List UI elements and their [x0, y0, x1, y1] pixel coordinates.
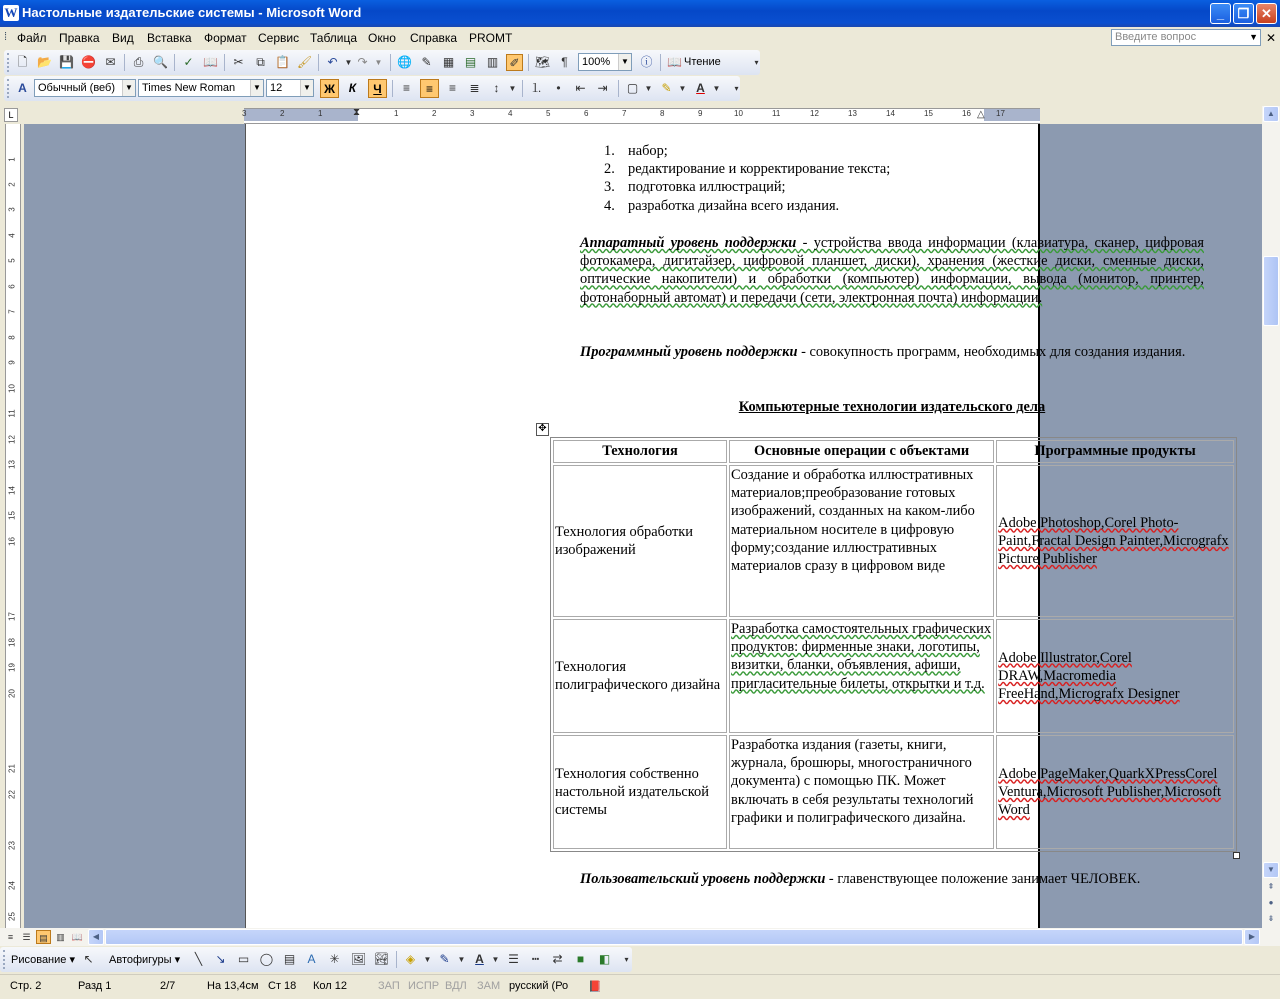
chevron-down-icon[interactable]: ▼ [618, 54, 631, 70]
font-color-icon[interactable]: A [696, 81, 705, 95]
status-overtype[interactable]: ЗАМ [477, 980, 501, 992]
chevron-down-icon[interactable]: ▼ [250, 80, 263, 96]
program-text: - совокупность программ, необходимых для создания издания. [797, 344, 1186, 360]
ruler-mark: 3 [7, 207, 17, 212]
status-track-changes[interactable]: ИСПР [408, 980, 440, 992]
ruler-mark: 6 [7, 284, 17, 289]
vertical-scrollbar[interactable] [1262, 106, 1280, 928]
cut-icon[interactable]: ✂ [233, 55, 244, 69]
drawing-toolbar [0, 947, 632, 972]
paragraph-apparatus [580, 234, 1204, 307]
cell-products: Adobe Illustrator,Corel DRAW,Macromedia FreeHand,Micrografx Designer [996, 619, 1234, 733]
font-color-icon[interactable]: A [475, 952, 484, 966]
ruler-mark: 7 [622, 109, 627, 118]
line-spacing-icon[interactable]: ↕ [493, 81, 500, 95]
ruler-mark: 1 [318, 109, 323, 118]
list-item [604, 178, 890, 196]
status-language: русский (Ро [509, 980, 569, 992]
ruler-mark: 25 [7, 912, 17, 921]
autoshapes-menu-button[interactable]: Автофигуры ▾ [109, 954, 181, 966]
menu-table[interactable]: Таблица [310, 31, 358, 45]
ruler-mark: 10 [734, 109, 743, 118]
wordart-icon[interactable]: A [307, 952, 316, 966]
ask-question-placeholder: Введите вопрос [1115, 31, 1197, 43]
status-bar [0, 974, 1280, 999]
minimize-button[interactable]: _ [1210, 3, 1231, 24]
numbering-icon[interactable]: ⒈ [530, 81, 543, 95]
ruler-mark: 17 [996, 109, 1005, 118]
select-objects-icon[interactable]: ↖ [83, 952, 94, 966]
ruler-mark: 12 [7, 435, 17, 444]
ruler-mark: 6 [584, 109, 589, 118]
reading-view-icon[interactable]: 📖 [71, 932, 84, 942]
align-right-icon[interactable]: ≡ [448, 81, 456, 95]
zoom-select[interactable] [578, 53, 632, 71]
open-icon[interactable]: 📂 [37, 55, 52, 69]
menu-tools[interactable]: Сервис [258, 31, 300, 45]
ruler-mark: 2 [432, 109, 437, 118]
ruler-mark: 18 [7, 638, 17, 647]
table-title: Компьютерные технологии издательского дела [738, 399, 1046, 415]
picture-icon[interactable]: 🏞 [373, 952, 390, 966]
standard-toolbar [4, 50, 760, 75]
ruler-mark: 14 [7, 486, 17, 495]
undo-icon[interactable]: ↶ [327, 55, 338, 69]
table-header-row [553, 440, 1234, 463]
permission-icon[interactable]: ⛔ [81, 55, 96, 69]
shadow-icon[interactable]: ■ [576, 952, 585, 966]
print-preview-icon[interactable]: 🔍 [153, 55, 168, 69]
ruler-mark: 10 [7, 384, 17, 393]
zoom-value: 100% [582, 56, 611, 68]
list-text: редактирование и корректирование текста; [628, 161, 891, 178]
header-products: Программные продукты [996, 440, 1234, 463]
toolbar-options-icon[interactable]: ▾ [734, 84, 739, 93]
close-button[interactable]: ✕ [1256, 3, 1277, 24]
line-color-icon[interactable]: ✎ [439, 952, 450, 966]
status-extend[interactable]: ВДЛ [445, 980, 467, 992]
print-icon[interactable]: ⎙ [133, 55, 144, 69]
word-app-icon[interactable]: W [4, 5, 18, 20]
ruler-mark: 1 [7, 157, 17, 162]
web-layout-view-icon[interactable]: ▤ [36, 930, 51, 944]
diagram-icon[interactable]: ✳ [329, 952, 340, 966]
redo-icon[interactable]: ↷ [357, 55, 368, 69]
align-left-icon[interactable]: ≡ [402, 81, 410, 95]
vertical-ruler[interactable] [0, 124, 24, 928]
numbered-list [604, 142, 890, 215]
ask-question-input[interactable] [1111, 29, 1261, 46]
vertical-scroll-thumb[interactable] [1263, 256, 1279, 326]
list-item [604, 142, 890, 160]
scroll-right-icon[interactable]: ▶ [1244, 929, 1260, 945]
insert-table-icon[interactable]: ▦ [442, 55, 455, 69]
drawing-menu-button[interactable]: Рисование ▾ [11, 954, 75, 966]
text-box-icon[interactable]: ▤ [283, 952, 296, 966]
table-move-handle-icon[interactable]: ✥ [536, 423, 549, 436]
spelling-icon[interactable]: ✓ [183, 55, 194, 69]
hyperlink-icon[interactable]: 🌐 [397, 55, 412, 69]
menu-format[interactable]: Формат [204, 31, 247, 45]
chevron-down-icon[interactable]: ▼ [644, 84, 653, 93]
decrease-indent-icon[interactable]: ⇤ [575, 81, 586, 95]
fill-color-icon[interactable]: ◈ [405, 952, 416, 966]
title-bar [0, 0, 1280, 27]
chevron-down-icon[interactable]: ▼ [423, 955, 432, 964]
table-row [553, 465, 1234, 617]
ruler-mark: 4 [508, 109, 513, 118]
menu-help[interactable]: Справка [410, 31, 458, 45]
drawing-icon[interactable]: ✐ [506, 54, 523, 71]
list-number: 4. [604, 197, 615, 214]
drawing-menu-label: Рисование [11, 954, 67, 966]
menu-insert[interactable]: Вставка [147, 31, 192, 45]
menu-bar [0, 27, 1280, 49]
scroll-left-icon[interactable]: ◀ [88, 929, 104, 945]
bold-button[interactable]: Ж [320, 79, 339, 98]
select-browse-object-icon[interactable]: ● [1263, 896, 1279, 912]
status-pages: 2/7 [160, 980, 176, 992]
document-map-icon[interactable]: 🗺 [534, 55, 551, 69]
arrow-icon[interactable]: ↘ [215, 952, 226, 966]
clip-art-icon[interactable]: 🖼 [350, 952, 367, 966]
ruler-mark: 8 [660, 109, 665, 118]
cell-products: Adobe PageMaker,QuarkXPressCorel Ventura,Microsoft Publisher,Microsoft Word [996, 735, 1234, 849]
research-icon[interactable]: 📖 [203, 55, 218, 69]
menu-window[interactable]: Окно [368, 31, 396, 45]
term-user: Пользовательский уровень поддержки [580, 871, 826, 887]
ruler-mark: 16 [962, 109, 971, 118]
menu-file[interactable]: Файл [17, 31, 47, 45]
format-painter-icon[interactable]: 🖌 [296, 55, 313, 69]
apparatus-text: - устройства ввода информации (клавиатура, сканер, цифровая фотокамера, дигитайзер, цифровой планшет, диски), хранения (жесткие диски, сменные диски, оптические накопители) и обработки (компьютер) информации, вывода (монитор, принтер, фотонаборный автомат) и передачи (сети, электронная почта) информации. [580, 235, 1204, 306]
style-select[interactable] [34, 79, 136, 97]
line-icon[interactable]: ╲ [194, 952, 203, 966]
cell-technology: Технология собственно настольной издательской системы [553, 735, 727, 849]
list-item [604, 160, 890, 178]
chevron-down-icon[interactable]: ▼ [374, 58, 383, 67]
status-record[interactable]: ЗАП [378, 980, 400, 992]
table-row [553, 619, 1234, 733]
menu-edit[interactable]: Правка [59, 31, 100, 45]
chevron-down-icon[interactable]: ▼ [300, 80, 313, 96]
paragraph-user [580, 870, 1204, 888]
ruler-mark: 24 [7, 881, 17, 890]
menu-promt[interactable]: PROMT [469, 31, 513, 45]
paste-icon[interactable]: 📋 [275, 55, 290, 69]
ruler-mark: 13 [7, 460, 17, 469]
save-icon[interactable]: 💾 [59, 55, 74, 69]
right-indent-marker-icon[interactable]: △ [977, 109, 985, 120]
normal-view-icon[interactable]: ≡ [7, 932, 14, 942]
show-formatting-icon[interactable]: ¶ [561, 55, 568, 69]
align-center-icon[interactable]: ≡ [420, 79, 439, 98]
styles-icon[interactable]: A [18, 81, 27, 95]
ruler-mark: 9 [698, 109, 703, 118]
ruler-mark: 22 [7, 790, 17, 799]
cell-technology: Технология полиграфического дизайна [553, 619, 727, 733]
email-icon[interactable]: ✉ [105, 55, 116, 69]
ruler-mark: 2 [7, 182, 17, 187]
outline-view-icon[interactable]: ☰ [22, 932, 31, 942]
ruler-mark: 21 [7, 764, 17, 773]
oval-icon[interactable]: ◯ [259, 952, 274, 966]
ruler-mark: 23 [7, 841, 17, 850]
term-program: Программный уровень поддержки [580, 344, 798, 360]
maximize-button[interactable]: ❐ [1233, 3, 1254, 24]
next-page-icon[interactable]: ⇟ [1263, 912, 1279, 928]
cell-operations: Разработка самостоятельных графических продуктов: фирменные знаки, логотипы, визитки, бланки, объявления, афиши, пригласительные билеты, открытки и т.д. [729, 619, 994, 733]
columns-icon[interactable]: ▥ [486, 55, 499, 69]
header-operations: Основные операции с объектами [729, 440, 994, 463]
status-line: Ст 18 [268, 980, 297, 992]
increase-indent-icon[interactable]: ⇥ [597, 81, 608, 95]
highlight-icon[interactable]: ✎ [661, 81, 672, 95]
ruler-mark: 12 [810, 109, 819, 118]
underline-button[interactable]: Ч [368, 79, 387, 98]
list-text: подготовка иллюстраций; [628, 179, 786, 196]
chevron-down-icon[interactable]: ▼ [491, 955, 500, 964]
ruler-mark: 11 [772, 109, 781, 118]
horizontal-ruler[interactable] [24, 106, 1280, 124]
ruler-mark: 20 [7, 689, 17, 698]
insert-excel-icon[interactable]: ▤ [464, 55, 477, 69]
ruler-mark: 3 [242, 109, 247, 118]
horizontal-scroll-thumb[interactable] [105, 929, 1243, 945]
dash-style-icon[interactable]: ┅ [531, 952, 540, 966]
tables-borders-icon[interactable]: ✎ [421, 55, 432, 69]
list-number: 2. [604, 161, 615, 178]
cell-products: Adobe Photoshop,Corel Photo-Paint,Fractal Design Painter,Micrografx Picture Publisher [996, 465, 1234, 617]
arrow-style-icon[interactable]: ⇄ [552, 952, 563, 966]
chevron-down-icon[interactable]: ▼ [457, 955, 466, 964]
chevron-down-icon[interactable]: ▼ [122, 80, 135, 96]
spelling-status-icon[interactable]: 📕 [588, 981, 602, 993]
header-technology: Технология [553, 440, 727, 463]
chevron-down-icon[interactable]: ▼ [712, 84, 721, 93]
chevron-down-icon[interactable]: ▼ [344, 58, 353, 67]
list-number: 3. [604, 179, 615, 196]
technologies-table [550, 437, 1237, 852]
term-apparatus: Аппаратный уровень поддержки [580, 235, 797, 251]
help-icon[interactable]: ⓘ [640, 55, 653, 69]
ruler-mark: 4 [7, 233, 17, 238]
tab-selector-icon[interactable]: L [4, 108, 18, 122]
toolbar-options-icon[interactable]: ▾ [754, 58, 759, 67]
ruler-mark: 11 [7, 409, 17, 418]
ruler-mark: 15 [924, 109, 933, 118]
indent-marker-icon[interactable]: ⧗ [353, 107, 361, 118]
chevron-down-icon[interactable]: ▼ [1249, 32, 1258, 42]
paragraph-program [580, 343, 1204, 361]
ruler-mark: 5 [546, 109, 551, 118]
line-style-icon[interactable]: ☰ [508, 952, 519, 966]
borders-icon[interactable]: ▢ [626, 81, 639, 95]
italic-button[interactable]: К [348, 81, 357, 95]
window-title: Настольные издательские системы - Microsoft Word [22, 5, 362, 20]
document-close-icon[interactable]: ✕ [1266, 31, 1277, 45]
menu-view[interactable]: Вид [112, 31, 134, 45]
print-layout-view-icon[interactable]: ▥ [56, 932, 65, 942]
autoshapes-menu-label: Автофигуры [109, 954, 172, 966]
read-button[interactable]: Чтение [684, 56, 721, 68]
scroll-up-icon[interactable]: ▲ [1263, 106, 1279, 122]
user-text: - главенствующее положение занимает ЧЕЛОВЕК. [825, 871, 1141, 887]
document-workspace [24, 124, 1262, 929]
font-size-value: 12 [270, 82, 283, 94]
status-section: Разд 1 [78, 980, 112, 992]
chevron-down-icon[interactable]: ▼ [678, 84, 687, 93]
status-page: Стр. 2 [10, 980, 42, 992]
ruler-mark: 8 [7, 335, 17, 340]
font-size-select[interactable] [266, 79, 314, 97]
ruler-mark: 14 [886, 109, 895, 118]
style-value: Обычный (веб) [38, 82, 116, 94]
horizontal-scrollbar-row [0, 928, 1280, 946]
new-document-icon[interactable]: 🗋 [17, 55, 28, 69]
scroll-down-icon[interactable]: ▼ [1263, 862, 1279, 878]
font-value: Times New Roman [142, 82, 236, 94]
status-column: Кол 12 [313, 980, 347, 992]
list-text: разработка дизайна всего издания. [628, 197, 840, 214]
ruler-mark: 2 [280, 109, 285, 118]
toolbar-options-icon[interactable]: ▾ [624, 955, 629, 964]
previous-page-icon[interactable]: ⇞ [1263, 880, 1279, 896]
chevron-down-icon[interactable]: ▼ [508, 84, 517, 93]
ruler-mark: 16 [7, 537, 17, 546]
read-icon[interactable]: 📖 [667, 55, 682, 69]
list-text: набор; [628, 143, 668, 159]
ruler-mark: 3 [470, 109, 475, 118]
ruler-mark: 7 [7, 309, 17, 314]
table-resize-handle[interactable] [1233, 852, 1240, 859]
list-item [604, 197, 890, 215]
3d-style-icon[interactable]: ◧ [598, 952, 611, 966]
ruler-mark: 1 [394, 109, 399, 118]
status-position: На 13,4см [207, 980, 259, 992]
justify-icon[interactable]: ≣ [469, 81, 480, 95]
rectangle-icon[interactable]: ▭ [237, 952, 250, 966]
copy-icon[interactable]: ⧉ [256, 55, 265, 69]
formatting-toolbar [4, 76, 740, 101]
menu-grip-icon: ⁞ [4, 31, 8, 43]
ruler-mark: 9 [7, 360, 17, 365]
ruler-mark: 5 [7, 258, 17, 263]
bullets-icon[interactable]: • [556, 81, 561, 95]
ruler-mark: 19 [7, 663, 17, 672]
ruler-mark: 13 [848, 109, 857, 118]
list-number: 1. [604, 143, 615, 159]
cell-operations: Разработка издания (газеты, книги, журнала, брошюры, многостраничного документа) с помощью ПК. Может включать в себя результаты технологий графики и полиграфического дизайна. [729, 735, 994, 849]
cell-operations: Создание и обработка иллюстративных материалов;преобразование готовых изображений, созданных на каком-либо материальном носителе в цифровую форму;создание иллюстративных материалов сразу в цифровом виде [729, 465, 994, 617]
ruler-mark: 15 [7, 511, 17, 520]
font-select[interactable] [138, 79, 264, 97]
ruler-mark: 17 [7, 612, 17, 621]
document-page[interactable] [245, 124, 1229, 929]
table-row [553, 735, 1234, 849]
cell-technology: Технология обработки изображений [553, 465, 727, 617]
